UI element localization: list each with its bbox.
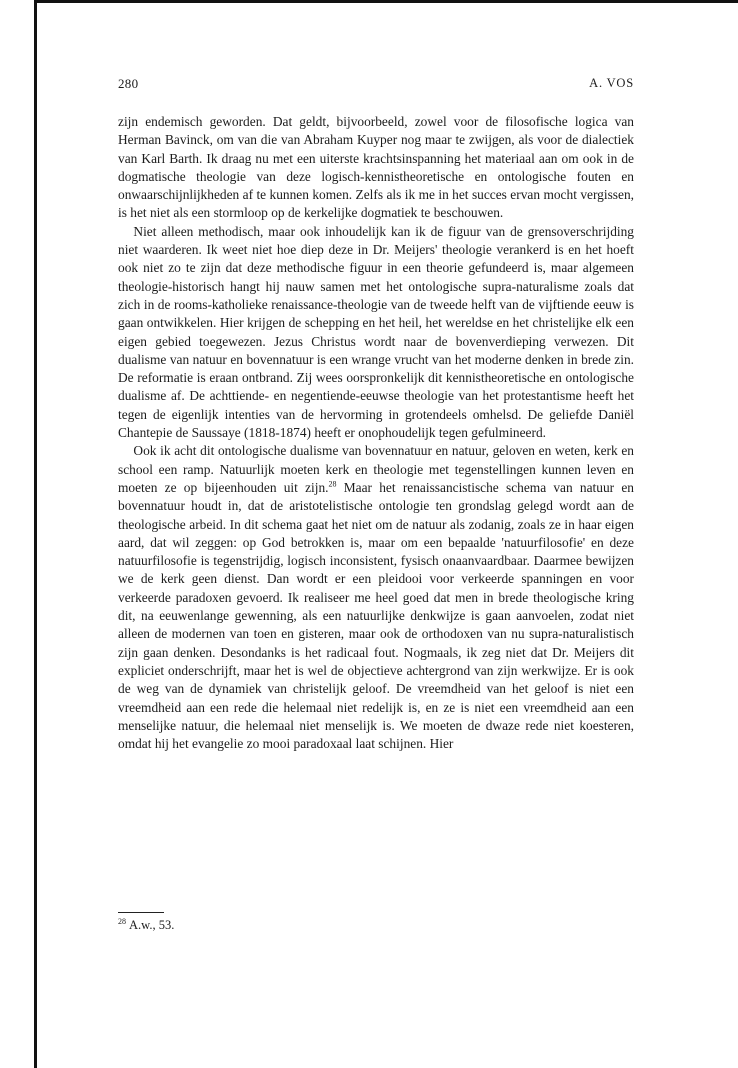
page-number: 280 bbox=[118, 76, 139, 91]
scan-border-top bbox=[36, 0, 738, 3]
page bbox=[118, 76, 634, 932]
footnote-text: A.w., 53. bbox=[129, 918, 175, 932]
paragraph-3 bbox=[118, 442, 634, 753]
running-head-author: A. VOS bbox=[589, 76, 634, 90]
body-text bbox=[118, 113, 634, 753]
footnote bbox=[118, 918, 174, 933]
paragraph-1: zijn endemisch geworden. Dat geldt, bijvoorbeeld, zowel voor de filosofische logica van Herman Bavinck, om van die van Abraham Kuyper nog maar te zwijgen, als voor de dialectiek van Karl Barth. Ik draag nu met een uiterste krachtsinspanning het materiaal aan om ook in de dogmatische theologie van deze logisch-kennistheoretische en ontologische fouten en onwaarschijnlijkheden af te kunnen komen. Zelfs als ik me in het succes ervan mocht vergissen, is het niet als een stormloop op de kerkelijke dogmatiek te beschouwen. bbox=[118, 114, 634, 221]
footnote-number: 28 bbox=[118, 916, 126, 926]
paragraph-2: Niet alleen methodisch, maar ook inhoudelijk kan ik de figuur van de grensoverschrijding niet waarderen. Ik weet niet hoe diep deze in Dr. Meijers' theologie verankerd is en het hoeft ook niet zo te zijn dat deze methodische figuur in een theorie gefundeerd is, maar algemeen theologie-historisch hangt hij nauw samen met het ontologische supra-naturalisme zoals dat zich in de rooms-katholieke renaissance-theologie van de tweede helft van de vijftiende eeuw is gaan ontwikkelen. Hier krijgen de schepping en het heil, het wereldse en het christelijke elk een eigen gebied toegewezen. Jezus Christus wordt naar de bovenverdieping verwezen. Dit dualisme van natuur en bovennatuur is een wrange vrucht van het moderne denken in brede zin. De reformatie is eraan ontbrand. Zij wees oorspronkelijk dit kennistheoretische en ontologische dualisme af. De achttiende- en negentiende-eeuwse theologie van het protestantisme heeft het tegen de eigenlijk intenties van de hervorming in grotendeels omhelsd. De geliefde Daniël Chantepie de Saussaye (1818-1874) heeft er onophoudelijk tegen gefulmineerd. bbox=[118, 223, 634, 441]
paragraph-3-text-before-note: Ook ik acht dit ontologische dualisme van bovennatuur en natuur, geloven en weten, kerk en school een ramp. Natuurlijk moeten kerk en theologie met tegenstellingen kunnen leven en moeten ze op bijeenhouden uit zijn. bbox=[118, 443, 634, 495]
footnote-reference[interactable]: 28 bbox=[328, 479, 337, 489]
footnote-divider bbox=[118, 912, 164, 913]
paragraph-3-text-after-note: Maar het renaissancistische schema van natuur en bovennatuur houdt in, dat de aristotelistische ontologie ten grondslag gelegd wordt aan de theologische arbeid. In dit schema gaat het niet om de natuur als zodanig, zoals ze in haar eigen aard, dat wil zeggen: op God betrokken is, maar om een bepaalde 'natuurfilosofie' en deze natuurfilosofie is tegenstrijdig, logisch inconsistent, fysisch onaanvaardbaar. Daarmee bewijzen we de kerk geen dienst. Dan wordt er een pleidooi voor verkeerde spanningen en voor verkeerde paradoxen gevoerd. Ik realiseer me heel goed dat men in brede theologische kring dit, na eeuwenlange gewenning, als een natuurlijke denkwijze is gaan aanvoelen, zodat niet alleen de modernen van toen en gisteren, maar ook de orthodoxen van nu supra-naturalistisch zijn gaan denken. Desondanks is het radicaal fout. Nogmaals, ik zeg niet dat Dr. Meijers dit expliciet onderschrijft, maar het is wel de objectieve achtergrond van zijn werkwijze. Er is ook de weg van de dynamiek van christelijk geloof. De vreemdheid van het geloof is niet een vreemdheid aan een rede die helemaal niet redelijk is, en ze is niet een vreemdheid aan een menselijke natuur, die helemaal niet menselijk is. We moeten de dwaze rede niet koesteren, omdat hij het evangelie zo mooi paradoxaal laat schijnen. Hier bbox=[118, 479, 634, 752]
scan-border-left bbox=[34, 0, 37, 1068]
running-head bbox=[118, 76, 634, 96]
